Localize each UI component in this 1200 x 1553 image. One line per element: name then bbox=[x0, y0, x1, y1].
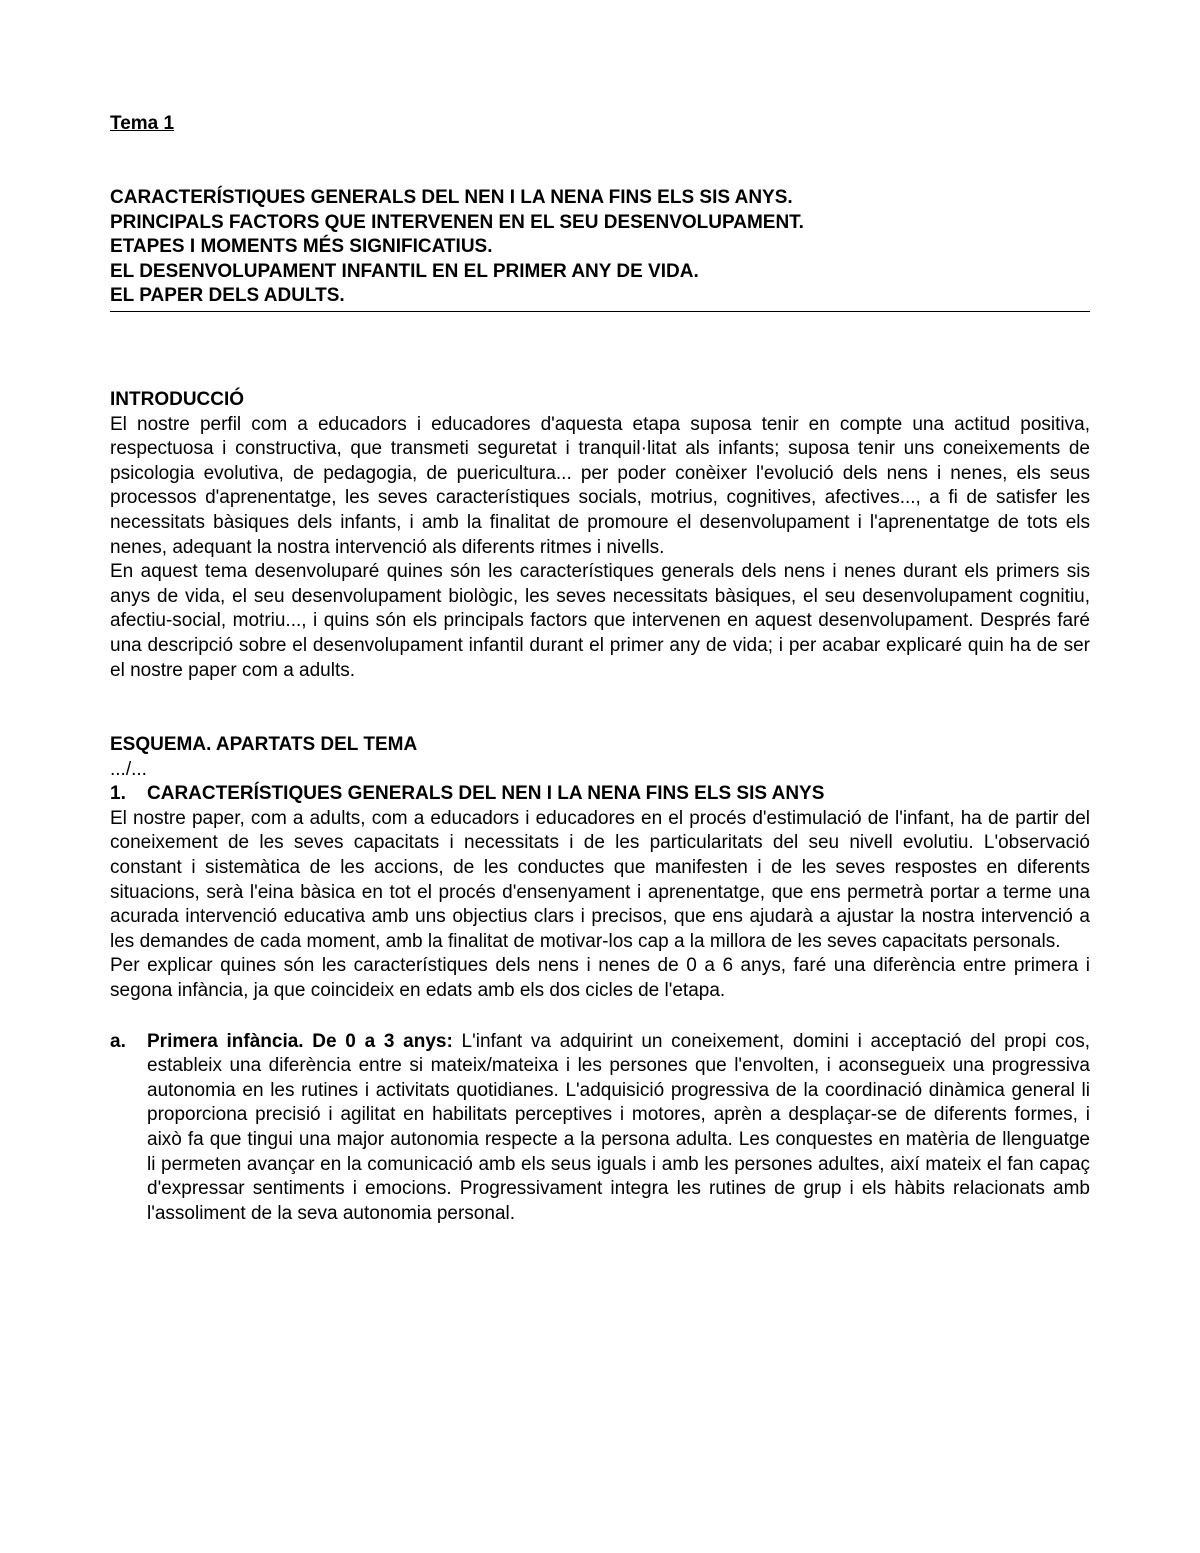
introduction-paragraph: El nostre perfil com a educadors i educadores d'aquesta etapa suposa tenir en compte una actitud positiva, respectuosa i constructiva, que transmeti seguretat i tranquil·litat als infants; suposa tenir uns coneixements de psicologia evolutiva, de pedagogia, de puericultura... per poder conèixer l'evolució dels nens i nenes, els seus processos d'aprenentatge, les seves característiques socials, motrius, cognitives, afectives..., a fi de satisfer les necessitats bàsiques dels infants, i amb la finalitat de promoure el desenvolupament i l'aprenentatge de tots els nenes, adequant la nostra intervenció als diferents ritmes i nivells. bbox=[110, 413, 1090, 558]
section-title: CARACTERÍSTIQUES GENERALS DEL NEN I LA NENA FINS ELS SIS ANYS bbox=[147, 783, 825, 805]
tema-label: Tema 1 bbox=[110, 113, 175, 134]
section-number: 1. bbox=[110, 783, 126, 805]
schema-title: ESQUEMA. APARTATS DEL TEMA bbox=[110, 734, 418, 756]
heading-line: PRINCIPALS FACTORS QUE INTERVENEN EN EL SEU DESENVOLUPAMENT. bbox=[110, 211, 804, 233]
section-1-heading bbox=[110, 782, 1090, 807]
list-item-text: L'infant va adquirint un coneixement, domini i acceptació del propi cos, estableix una diferència entre si mateix/mateixa i les persones que l'envolten, i aconsegueix una progressiva autonomia en les rutines i activitats quotidianes. L'adquisició progressiva de la coordinació dinàmica general li proporciona precisió i agilitat en habilitats perceptives i motores, aprèn a desplaçar-se de diferents formes, i això fa que tingui una major autonomia respecte a la persona adulta. Les conquestes en matèria de llenguatge li permeten avançar en la comunicació amb els seus iguals i amb les persones adultes, així mateix el fan capaç d'expressar sentiments i emocions. Progressivament integra les rutines de grup i els hàbits relacionats amb l'assoliment de la seva autonomia personal. bbox=[147, 1030, 1091, 1224]
list-item-content bbox=[147, 1030, 1090, 1227]
introduction-paragraph: En aquest tema desenvoluparé quines són les característiques generals dels nens i nenes durant els primers sis anys de vida, el seu desenvolupament biològic, les seves necessitats bàsiques, el seu desenvolupament cognitiu, afectiu-social, motriu..., i quins són els principals factors que intervenen en aquest desenvolupament. Després faré una descripció sobre el desenvolupament infantil durant el primer any de vida; i per acabar explicaré quin ha de ser el nostre paper com a adults. bbox=[110, 561, 1090, 681]
list-item-lead: Primera infància. De 0 a 3 anys: bbox=[147, 1030, 453, 1052]
list-item bbox=[110, 1030, 1090, 1227]
document-page bbox=[110, 112, 1090, 1226]
introduction-title: INTRODUCCIÓ bbox=[110, 388, 245, 410]
heading-line: ETAPES I MOMENTS MÉS SIGNIFICATIUS. bbox=[110, 236, 493, 258]
list-marker: a. bbox=[110, 1030, 126, 1052]
section-1-paragraph: Per explicar quines són les característiques dels nens i nenes de 0 a 6 anys, faré una diferència entre primera i segona infància, ja que coincideix en edats amb els dos cicles de l'etapa. bbox=[110, 955, 1090, 1002]
schema-placeholder: .../... bbox=[110, 758, 147, 780]
heading-line: EL PAPER DELS ADULTS. bbox=[110, 285, 345, 307]
heading-line: CARACTERÍSTIQUES GENERALS DEL NEN I LA NENA FINS ELS SIS ANYS. bbox=[110, 187, 793, 208]
document-heading bbox=[110, 186, 1090, 312]
heading-line: EL DESENVOLUPAMENT INFANTIL EN EL PRIMER ANY DE VIDA. bbox=[110, 260, 699, 282]
section-1-paragraph: El nostre paper, com a adults, com a educadors i educadores en el procés d'estimulació de l'infant, ha de partir del coneixement de les seves capacitats i necessitats i de les particularitats del seu nivell evolutiu. L'observació constant i sistemàtica de les accions, de les conductes que manifesten i de les seves respostes en diferents situacions, serà l'eina bàsica en tot el procés d'ensenyament i aprenentatge, que ens permetrà portar a terme una acurada intervenció educativa amb uns objectius clars i precisos, que ens ajudarà a ajustar la nostra intervenció a les demandes de cada moment, amb la finalitat de motivar-los cap a la millora de les seves capacitats personals. bbox=[110, 807, 1090, 952]
